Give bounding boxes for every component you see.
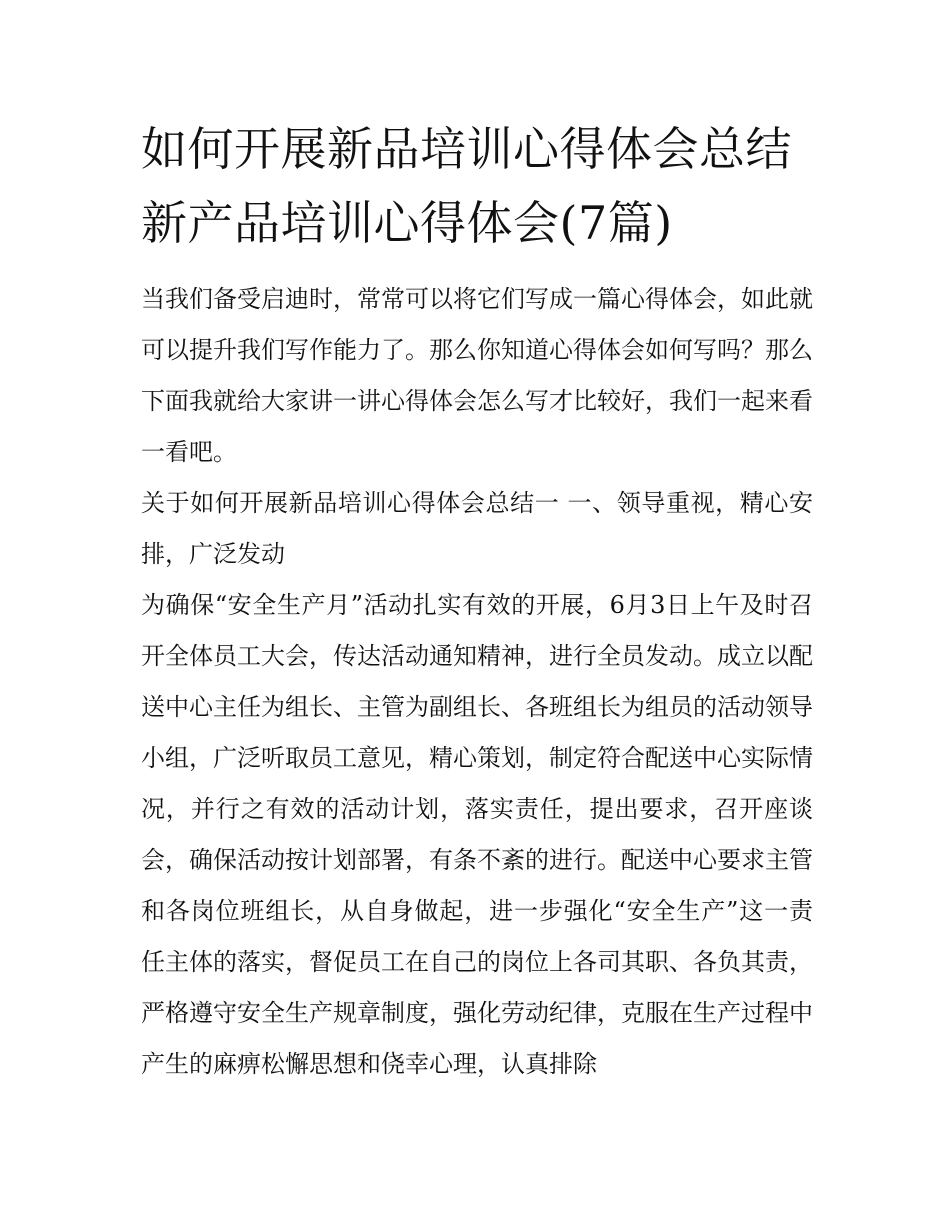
document-title: 如何开展新品培训心得体会总结 新产品培训心得体会(7篇)	[141, 122, 792, 250]
document-page	[141, 112, 813, 1090]
intro-paragraph: 当我们备受启迪时，常常可以将它们写成一篇心得体会，如此就可以提升我们写作能力了。那么你知道心得体会如何写吗？那么下面我就给大家讲一讲心得体会怎么写才比较好，我们一起来看一看吧。	[141, 285, 813, 466]
body-paragraph: 为确保“安全生产月”活动扎实有效的开展，6月3日上午及时召开全体员工大会，传达活动通知精神，进行全员发动。成立以配送中心主任为组长、主管为副组长、各班组长为组员的活动领导小组，广泛听取员工意见，精心策划，制定符合配送中心实际情况，并行之有效的活动计划，落实责任，提出要求，召开座谈会，确保活动按计划部署，有条不紊的进行。配送中心要求主管和各岗位班组长，从自身做起，进一步强化“安全生产”这一责任主体的落实，督促员工在自己的岗位上各司其职、各负其责，严格遵守安全生产规章制度，强化劳动纪律，克服在生产过程中产生的麻痹松懈思想和侥幸心理，认真排除	[141, 591, 813, 1078]
section-heading-paragraph: 关于如何开展新品培训心得体会总结一 一、领导重视，精心安排，广泛发动	[141, 489, 813, 568]
